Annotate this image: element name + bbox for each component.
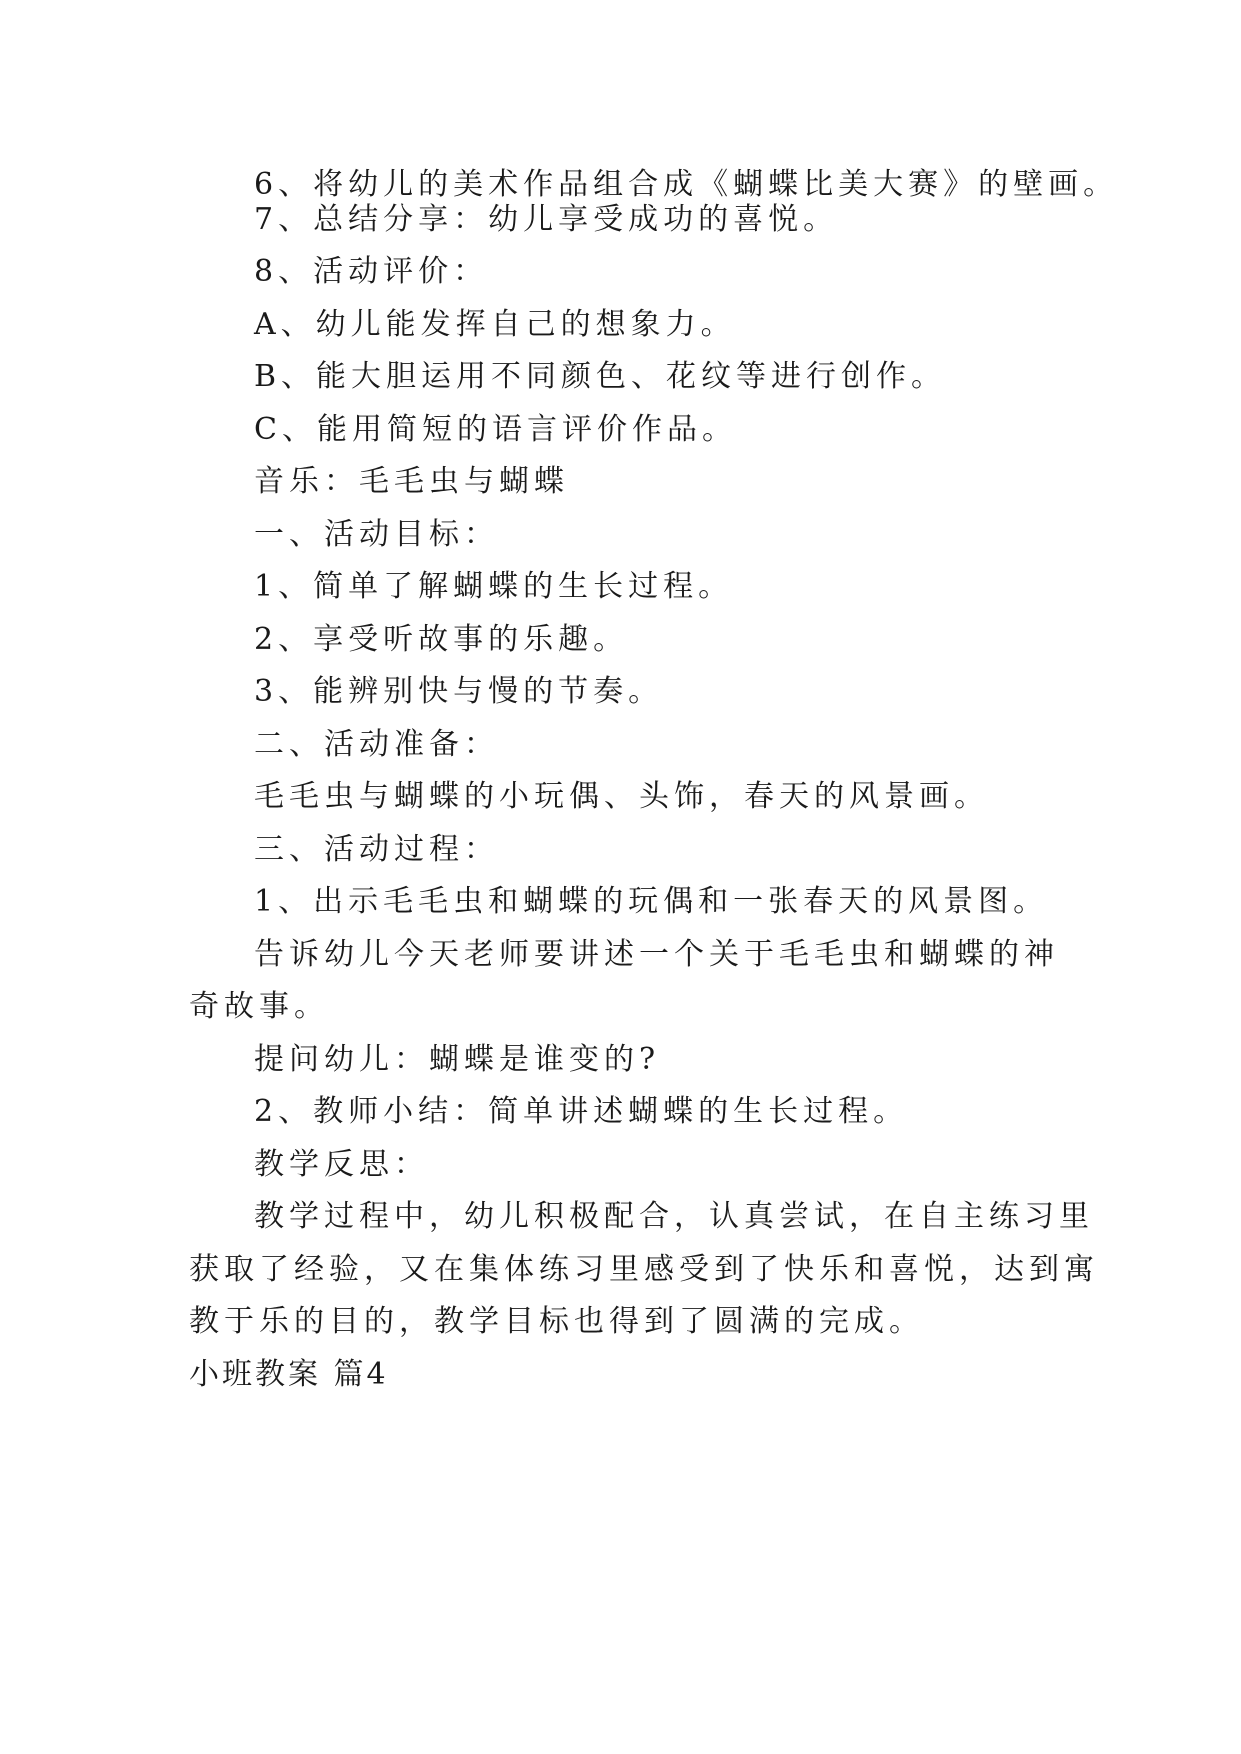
text-line: 教于乐的目的，教学目标也得到了圆满的完成。 [189, 1304, 924, 1339]
text-line: 2、教师小结：简单讲述蝴蝶的生长过程。 [254, 1094, 909, 1129]
text-line: 6、将幼儿的美术作品组合成《蝴蝶比美大赛》的壁画。 [254, 167, 1119, 202]
text-line: 1、出示毛毛虫和蝴蝶的玩偶和一张春天的风景图。 [254, 884, 1049, 919]
text-line: 2、享受听故事的乐趣。 [254, 622, 629, 657]
text-line: 毛毛虫与蝴蝶的小玩偶、头饰，春天的风景画。 [254, 779, 989, 814]
text-line: 告诉幼儿今天老师要讲述一个关于毛毛虫和蝴蝶的神 [254, 937, 1059, 972]
text-line: 1、简单了解蝴蝶的生长过程。 [254, 569, 734, 604]
text-line: 获取了经验，又在集体练习里感受到了快乐和喜悦，达到寓 [189, 1252, 1099, 1287]
text-line: 7、总结分享：幼儿享受成功的喜悦。 [254, 202, 839, 237]
section-heading: 一、活动目标： [254, 517, 499, 552]
text-line: C、能用简短的语言评价作品。 [254, 412, 737, 447]
section-heading: 音乐：毛毛虫与蝴蝶 [254, 464, 569, 499]
text-line: B、能大胆运用不同颜色、花纹等进行创作。 [254, 359, 947, 394]
text-line: 奇故事。 [189, 989, 329, 1024]
section-heading: 二、活动准备： [254, 727, 499, 762]
text-line: A、幼儿能发挥自己的想象力。 [254, 307, 736, 342]
text-line: 提问幼儿：蝴蝶是谁变的? [254, 1042, 661, 1077]
section-heading: 三、活动过程： [254, 832, 499, 867]
text-line: 3、能辨别快与慢的节奏。 [254, 674, 664, 709]
chapter-heading: 小班教案 篇4 [189, 1357, 389, 1392]
section-heading: 教学反思： [254, 1147, 429, 1182]
text-line: 教学过程中，幼儿积极配合，认真尝试，在自主练习里 [254, 1199, 1094, 1234]
text-line: 8、活动评价： [254, 254, 489, 289]
